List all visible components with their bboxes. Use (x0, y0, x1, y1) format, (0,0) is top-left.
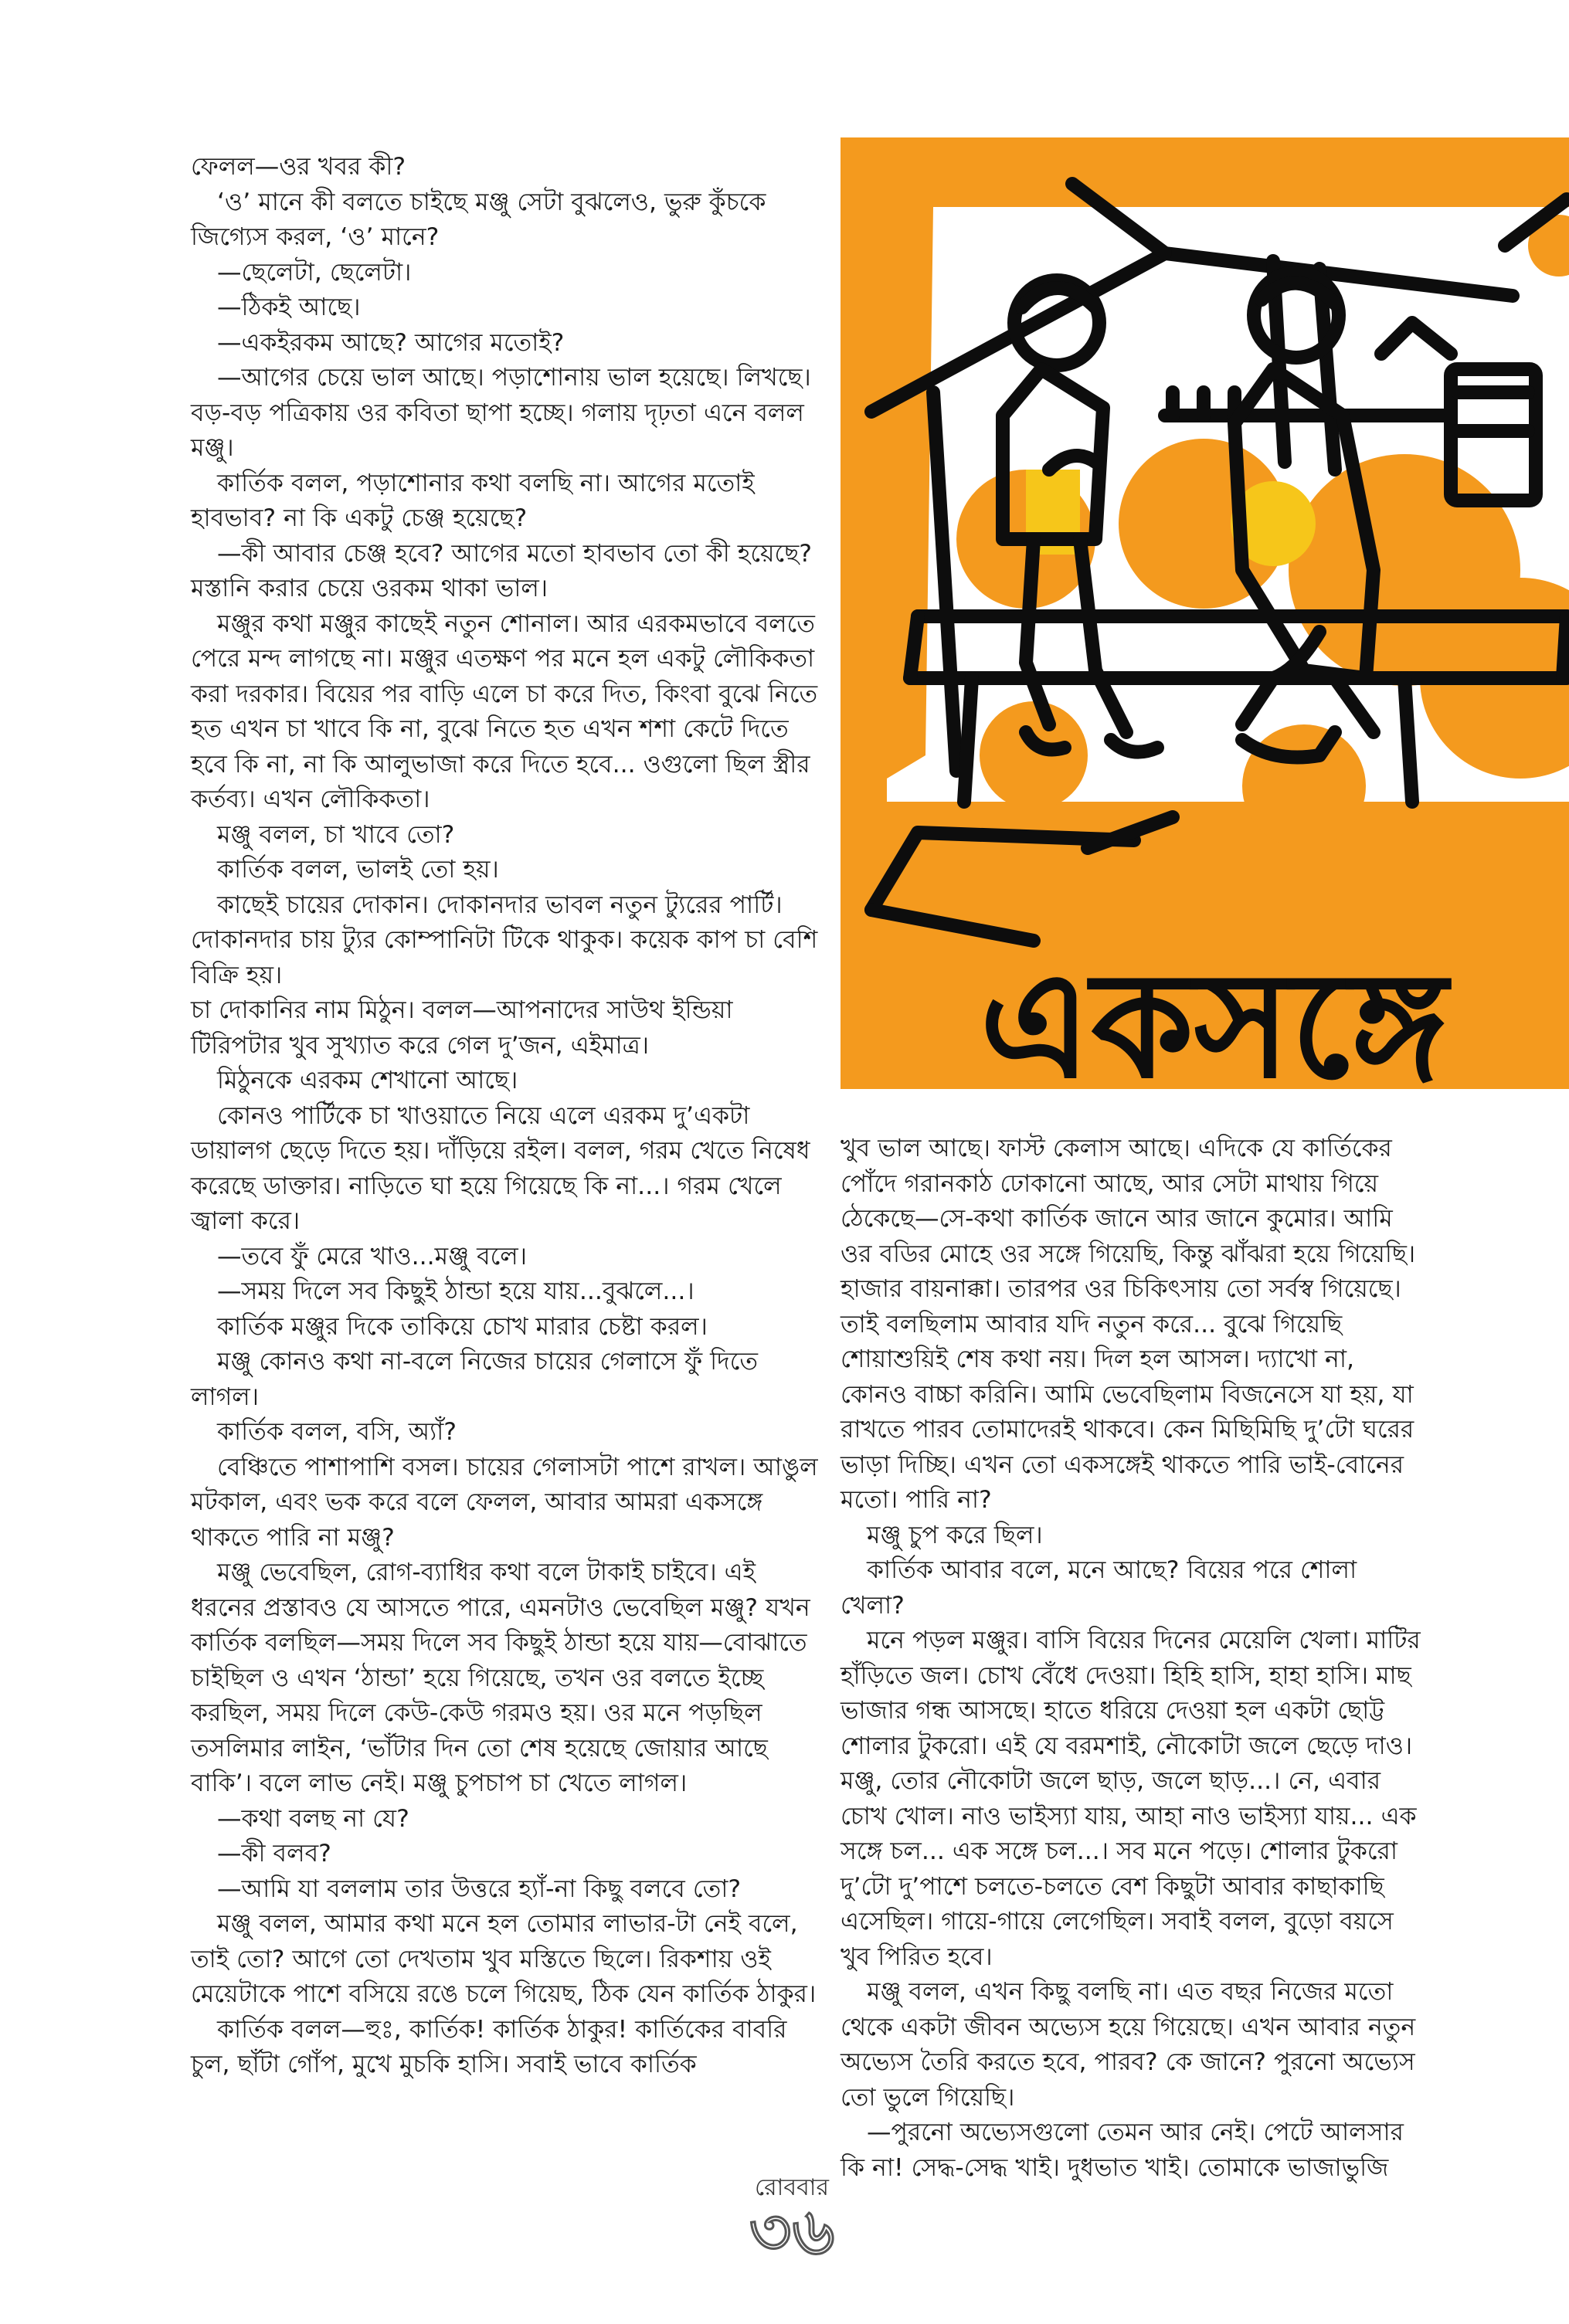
story-paragraph: মনে পড়ল মঞ্জুর। বাসি বিয়ের দিনের মেয়েলি খেলা। মাটির হাঁড়িতে জল। চোখ বেঁধে দেওয়া। হিহি হাসি, হাহা হাসি। মাছ ভাজার গন্ধ আসছে। হাতে ধরিয়ে দেওয়া হল একটা ছোট্ট শোলার টুকরো। এই যে বরমশাই, নৌকোটা জলে ছেড়ে দাও। মঞ্জু, তোর নৌকোটা জলে ছাড়, জলে ছাড়...। নে, এবার চোখ খোল। নাও ভাইস্যা যায়, আহা নাও ভাইস্যা যায়... এক সঙ্গে চল... এক সঙ্গে চল...। সব মনে পড়ে। শোলার টুকরো দু’টো দু’পাশে চলতে-চলতে বেশ কিছুটা আবার কাছাকাছি এসেছিল। গায়ে-গায়ে লেগেছিল। সবাই বলল, বুড়ো বয়সে খুব পিরিত হবে। (841, 1627, 1421, 1971)
story-paragraph: চা দোকানির নাম মিঠুন। বলল—আপনাদের সাউথ ইন্ডিয়া টিরিপটার খুব সুখ্যাত করে গেল দু’জন, এইমাত্র। (191, 996, 733, 1060)
story-paragraph: বেঞ্চিতে পাশাপাশি বসল। চায়ের গেলাসটা পাশে রাখল। আঙুল মটকাল, এবং ভক করে বলে ফেলল, আবার আমরা একসঙ্গে থাকতে পারি না মঞ্জু? (191, 1453, 818, 1552)
story-paragraph: মঞ্জু চুপ করে ছিল। (867, 1521, 1043, 1549)
story-paragraph: ‘ও’ মানে কী বলতে চাইছে মঞ্জু সেটা বুঝলেও, ভুরু কুঁচকে জিগ্যেস করল, ‘ও’ মানে? (191, 188, 766, 251)
story-paragraph: —তবে ফুঁ মেরে খাও...মঞ্জু বলে। (217, 1242, 528, 1271)
story-paragraph: কার্তিক বলল, ভালই তো হয়। (217, 856, 499, 884)
story-paragraph: —সময় দিলে সব কিছুই ঠান্ডা হয়ে যায়...বুঝলে...। (217, 1277, 695, 1305)
story-paragraph: —কথা বলছ না যে? (217, 1804, 409, 1833)
story-paragraph: —ঠিকই আছে। (217, 293, 361, 321)
story-paragraph: কার্তিক বলল—হুঃ, কার্তিক! কার্তিক ঠাকুর! কার্তিকের বাবরি চুল, ছাঁটা গোঁপ, মুখে মুচকি হাসি। সবাই ভাবে কার্তিক (191, 2015, 787, 2078)
story-paragraph: খুব ভাল আছে। ফাস্ট কেলাস আছে। এদিকে যে কার্তিকের পোঁদে গরানকাঠ ঢোকানো আছে, আর সেটা মাথায় গিয়ে ঠেকেছে—সে-কথা কার্তিক জানে আর জানে কুমোর। আমি ওর বডির মোহে ওর সঙ্গে গিয়েছি, কিন্তু ঝাঁঝরা হয়ে গিয়েছি। হাজার বায়নাক্কা। তারপর ওর চিকিৎসায় তো সর্বস্ব গিয়েছে। তাই বলছিলাম আবার যদি নতুন করে... বুঝে গিয়েছি শোয়াশুয়িই শেষ কথা নয়। দিল হল আসল। দ্যাখো না, কোনও বাচ্চা করিনি। আমি ভেবেছিলাম বিজনেসে যা হয়, যা রাখতে পারব তোমাদেরই থাকবে। কেন মিছিমিছি দু’টো ঘরের ভাড়া দিচ্ছি। এখন তো একসঙ্গেই থাকতে পারি ভাই-বোনের মতো। পারি না? (841, 1135, 1416, 1514)
story-paragraph: কার্তিক বলল, বসি, অ্যাঁ? (217, 1418, 457, 1446)
story-paragraph: —ছেলেটা, ছেলেটা। (217, 258, 412, 287)
story-paragraph: কাছেই চায়ের দোকান। দোকানদার ভাবল নতুন ট্যুরের পার্টি। দোকানদার চায় ট্যুর কোম্পানিটা টিকে থাকুক। কয়েক কাপ চা বেশি বিক্রি হয়। (191, 891, 818, 989)
story-paragraph: মঞ্জু বলল, এখন কিছু বলছি না। এত বছর নিজের মতো থেকে একটা জীবন অভ্যেস হয়ে গিয়েছে। এখন আবার নতুন অভ্যেস তৈরি করতে হবে, পারব? কে জানে? পুরনো অভ্যেস তো ভুলে গিয়েছি। (841, 1978, 1416, 2112)
story-paragraph: —কী বলব? (217, 1840, 331, 1868)
story-paragraph: —একইরকম আছে? আগের মতোই? (217, 328, 565, 357)
story-paragraph: —আমি যা বললাম তার উত্তরে হ্যাঁ-না কিছু বলবে তো? (217, 1874, 742, 1903)
story-paragraph: মঞ্জু বলল, চা খাবে তো? (217, 820, 455, 849)
story-illustration (841, 137, 1569, 1089)
two-people-on-bench-drawing (841, 137, 1569, 1089)
story-paragraph: মঞ্জু কোনও কথা না-বলে নিজের চায়ের গেলাসে ফুঁ দিতে লাগল। (191, 1348, 759, 1411)
story-paragraph: কোনও পার্টিকে চা খাওয়াতে নিয়ে এলে এরকম দু’একটা ডায়ালগ ছেড়ে দিতে হয়। দাঁড়িয়ে রইল। বলল, গরম খেতে নিষেধ করেছে ডাক্তার। নাড়িতে ঘা হয়ে গিয়েছে কি না...। গরম খেলে জ্বালা করে। (191, 1101, 810, 1235)
story-paragraph: মঞ্জু ভেবেছিল, রোগ-ব্যাধির কথা বলে টাকাই চাইবে। এই ধরনের প্রস্তাবও যে আসতে পারে, এমনটাও ভেবেছিল মঞ্জু? যখন কার্তিক বলছিল—সময় দিলে সব কিছুই ঠান্ডা হয়ে যায়—বোঝাতে চাইছিল ও এখন ‘ঠান্ডা’ হয়ে গিয়েছে, তখন ওর বলতে ইচ্ছে করছিল, সময় দিলে কেউ-কেউ গরমও হয়। ওর মনে পড়ছিল তসলিমার লাইন, ‘ভাঁটার দিন তো শেষ হয়েছে জোয়ার আছে বাকি’। বলে লাভ নেই। মঞ্জু চুপচাপ চা খেতে লাগল। (191, 1559, 810, 1797)
story-paragraph: —পুরনো অভ্যেসগুলো তেমন আর নেই। পেটে আলসার কি না! সেদ্ধ-সেদ্ধ খাই। দুধভাত খাই। তোমাকে ভাজাভুজি (841, 2119, 1404, 2182)
page-number: ৩৬ (749, 2193, 835, 2271)
story-paragraph: মঞ্জুর কথা মঞ্জুর কাছেই নতুন শোনাল। আর এরকমভাবে বলতে পেরে মন্দ লাগছে না। মঞ্জুর এতক্ষণ পর মনে হল একটু লৌকিকতা করা দরকার। বিয়ের পর বাড়ি এলে চা করে দিত, কিংবা বুঝে নিতে হত এখন চা খাবে কি না, বুঝে নিতে হত এখন শশা কেটে দিতে হবে কি না, না কি আলুভাজা করে দিতে হবে... ওগুলো ছিল স্ত্রীর কর্তব্য। এখন লৌকিকতা। (191, 609, 818, 813)
story-paragraph: —আগের চেয়ে ভাল আছে। পড়াশোনায় ভাল হয়েছে। লিখছে। বড়-বড় পত্রিকায় ওর কবিতা ছাপা হচ্ছে। গলায় দৃঢ়তা এনে বলল মঞ্জু। (191, 364, 811, 462)
story-paragraph: ফেলল—ওর খবর কী? (191, 153, 406, 181)
story-paragraph: কার্তিক মঞ্জুর দিকে তাকিয়ে চোখ মারার চেষ্টা করল। (217, 1312, 708, 1341)
story-paragraph: কার্তিক আবার বলে, মনে আছে? বিয়ের পরে শোলা খেলা? (841, 1556, 1357, 1620)
story-paragraph: —কী আবার চেঞ্জ হবে? আগের মতো হাবভাব তো কী হয়েছে? মস্তানি করার চেয়ে ওরকম থাকা ভাল। (191, 539, 813, 602)
story-paragraph: মঞ্জু বলল, আমার কথা মনে হল তোমার লাভার-টা নেই বলে, তাই তো? আগে তো দেখতাম খুব মস্তিতে ছিলে। রিকশায় ওই মেয়েটাকে পাশে বসিয়ে রঙে চলে গিয়েছ, ঠিক যেন কার্তিক ঠাকুর। (191, 1910, 817, 2008)
story-column-right (841, 1131, 1428, 2186)
story-column-left (191, 150, 820, 2083)
magazine-name: রোববার (755, 2174, 829, 2201)
illustration-caption: একসঙ্গে (980, 940, 1448, 1089)
story-paragraph: মিঠুনকে এরকম শেখানো আছে। (217, 1067, 518, 1094)
story-paragraph: কার্তিক বলল, পড়াশোনার কথা বলছি না। আগের মতোই হাবভাব? না কি একটু চেঞ্জ হয়েছে? (191, 469, 755, 532)
